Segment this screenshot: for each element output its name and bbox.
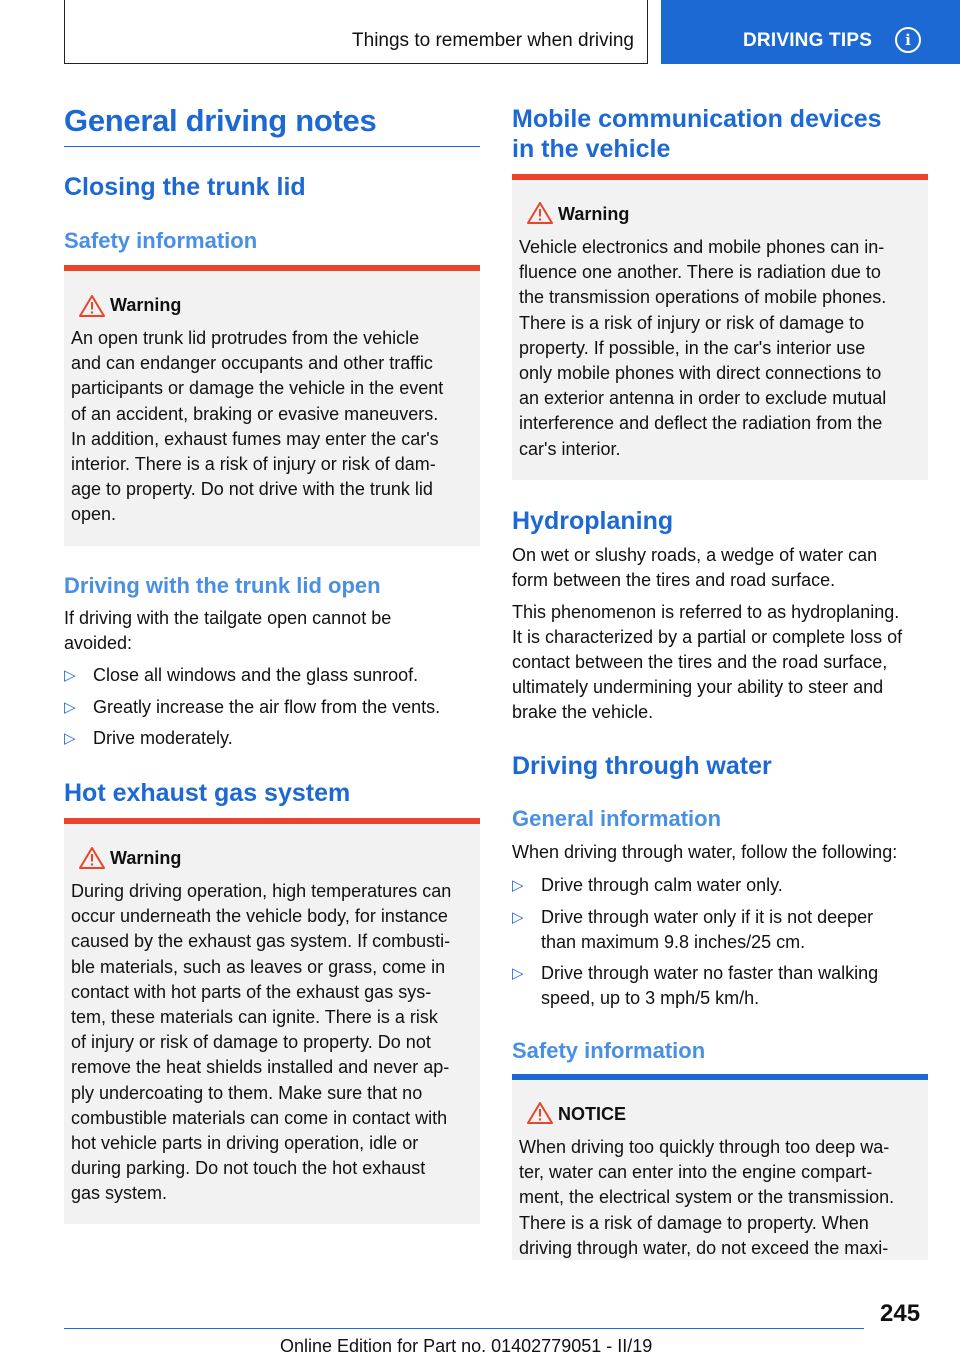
heading-line: in the vehicle [512,135,671,163]
paragraph-line: avoided: [64,633,133,653]
warning-line: and can endanger occupants and other traffic [71,353,433,374]
warning-line: of an accident, braking or evasive maneuvers. [71,403,439,424]
warning-line: remove the heat shields installed and never ap‐ [71,1057,450,1078]
warning-line: property. If possible, in the car's interior use [519,337,866,358]
footer-divider [64,1328,864,1329]
warning-line: interior. There is a risk of injury or risk of dam‐ [71,454,436,475]
warning-triangle-icon [79,847,105,869]
hydroplaning-paragraph-1 [512,543,928,593]
list-item-text: than maximum 9.8 inches/25 cm. [541,931,806,952]
warning-title: Warning [110,295,182,315]
warning-line: occur underneath the vehicle body, for instance [71,906,448,927]
list-item [512,905,928,955]
warning-text [71,326,475,528]
list-item-text: Close all windows and the glass sunroof. [93,665,419,685]
paragraph-line: ultimately undermining your ability to steer and [512,677,884,697]
warning-line: of injury or risk of damage to property. Do not [71,1032,431,1053]
paragraph-line: brake the vehicle. [512,702,654,722]
warning-line: tem, these materials can ignite. There is a risk [71,1007,438,1028]
warning-line: In addition, exhaust fumes may enter the car's [71,428,439,449]
warning-bar [64,818,480,824]
list-item [512,873,928,898]
notice-line: ment, the electrical system or the transmission. [519,1187,895,1208]
section-heading-hot-exhaust: Hot exhaust gas system [64,779,351,807]
warning-line: There is a risk of injury or risk of damage to [519,312,865,333]
tab-label: DRIVING TIPS [743,30,873,51]
header-section-title: Things to remember when driving [352,30,634,51]
notice-title: NOTICE [558,1104,627,1124]
warning-triangle-icon [79,295,105,317]
warning-bar [512,174,928,180]
notice-line: ter, water can enter into the engine compart‐ [519,1162,873,1183]
warning-line: an exterior antenna in order to exclude mutual [519,388,887,409]
warning-line: combustible materials can come in contact with [71,1107,448,1128]
warning-text [71,879,475,1207]
hydroplaning-paragraph-2 [512,600,928,725]
list-item [64,695,480,720]
warning-title: Warning [110,848,182,868]
subheading-general-information: General information [512,806,722,831]
warning-triangle-icon [527,202,553,224]
driving-open-list [64,663,480,758]
page-title: General driving notes [64,103,377,138]
subheading-safety-information: Safety information [512,1038,706,1063]
paragraph-line: On wet or slushy roads, a wedge of water can [512,545,878,565]
list-item-text: Drive through water no faster than walking [541,963,879,983]
warning-line: fluence one another. There is radiation due to [519,262,881,283]
warning-line: During driving operation, high temperatures can [71,881,452,901]
paragraph-line: If driving with the tailgate open cannot be [64,608,392,628]
paragraph-line: contact between the tires and the road surface, [512,652,888,672]
warning-line: participants or damage the vehicle in the event [71,378,444,399]
list-item [64,726,480,751]
notice-line: There is a risk of damage to property. When [519,1212,869,1233]
warning-line: only mobile phones with direct connections to [519,363,882,384]
page-number: 245 [880,1300,921,1327]
warning-line: interference and deflect the radiation from the [519,413,883,434]
warning-box-mobile [512,174,928,480]
paragraph-line: It is characterized by a partial or complete loss of [512,627,903,647]
notice-line: driving through water, do not exceed the maxi‐ [519,1237,889,1258]
section-heading-mobile-devices [512,104,882,164]
list-item-text: Drive moderately. [93,728,233,748]
section-heading-driving-through-water: Driving through water [512,752,772,780]
tab-driving-tips[interactable] [661,0,960,64]
warning-line: ble materials, such as leaves or grass, come in [71,956,446,977]
warning-line: age to property. Do not drive with the trunk lid [71,479,433,500]
warning-box-trunk [64,265,480,546]
info-circle-icon[interactable]: i [895,27,921,53]
list-item-text: speed, up to 3 mph/5 km/h. [541,988,760,1008]
warning-line: Vehicle electronics and mobile phones can in‐ [519,237,885,257]
subheading-driving-trunk-open: Driving with the trunk lid open [64,573,381,598]
warning-line: ply undercoating to them. Make sure that no [71,1082,423,1103]
warning-line: during parking. Do not touch the hot exhaust [71,1158,426,1179]
section-heading-closing-trunk: Closing the trunk lid [64,173,306,201]
triangle-bullet-icon: ▷ [512,965,524,982]
driving-open-intro [64,606,480,656]
paragraph-line: This phenomenon is referred to as hydroplaning. [512,602,900,622]
warning-bar [64,265,480,271]
warning-triangle-icon [527,1102,553,1124]
notice-bar [512,1074,928,1080]
list-item-text: Drive through water only if it is not deeper [541,906,874,927]
warning-line: hot vehicle parts in driving operation, idle or [71,1133,419,1154]
list-item [64,663,480,688]
triangle-bullet-icon: ▷ [512,908,524,926]
general-info-intro: When driving through water, follow the following: [512,842,898,862]
warning-title: Warning [558,204,630,224]
triangle-bullet-icon: ▷ [64,698,76,716]
warning-line: contact with hot parts of the exhaust gas sys‐ [71,981,432,1002]
list-item-text: Drive through calm water only. [541,875,783,895]
warning-line: caused by the exhaust gas system. If combusti‐ [71,931,451,952]
warning-line: An open trunk lid protrudes from the vehicle [71,328,420,348]
subheading-safety-information: Safety information [64,228,258,253]
paragraph-line: form between the tires and road surface. [512,570,836,590]
list-item [512,961,928,1011]
notice-text [519,1135,923,1260]
warning-line: open. [71,504,117,525]
triangle-bullet-icon: ▷ [64,667,76,684]
water-list [512,873,928,1018]
warning-line: the transmission operations of mobile phones. [519,287,887,308]
warning-line: car's interior. [519,438,621,459]
edition-text: Online Edition for Part no. 01402779051 - II/19 [280,1336,653,1356]
heading-line: Mobile communication devices [512,105,882,133]
list-item-text: Greatly increase the air flow from the vents. [93,696,441,717]
warning-box-exhaust [64,818,480,1224]
title-divider [64,146,480,147]
triangle-bullet-icon: ▷ [64,730,76,747]
triangle-bullet-icon: ▷ [512,877,524,894]
section-heading-hydroplaning: Hydroplaning [512,507,674,535]
notice-box [512,1074,928,1260]
warning-line: gas system. [71,1183,168,1204]
notice-line: When driving too quickly through too deep wa‐ [519,1137,890,1157]
warning-text [519,235,923,462]
